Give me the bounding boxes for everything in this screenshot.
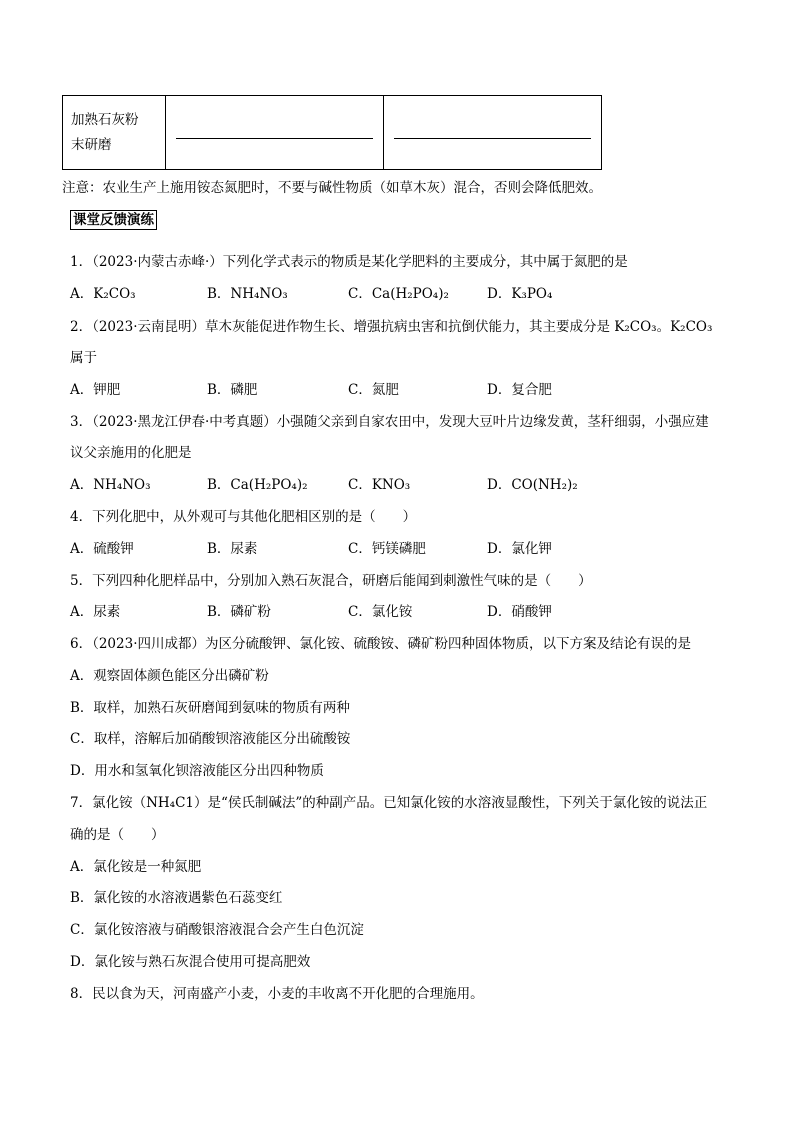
q2-option-a[interactable]: A．钾肥 xyxy=(70,382,121,398)
question-8-stem: 8．民以食为天，河南盛产小麦，小麦的丰收离不开化肥的合理施用。 xyxy=(70,986,484,1002)
q4-option-d[interactable]: D．氯化钾 xyxy=(487,541,552,557)
q5-option-b[interactable]: B．磷矿粉 xyxy=(207,604,271,620)
q7-option-c[interactable]: C．氯化铵溶液与硝酸银溶液混合会产生白色沉淀 xyxy=(70,922,364,938)
q1-option-b[interactable]: B．NH₄NO₃ xyxy=(207,286,288,302)
q7-option-d[interactable]: D．氯化铵与熟石灰混合使用可提高肥效 xyxy=(70,954,311,970)
q4-option-c[interactable]: C．钙镁磷肥 xyxy=(348,541,426,557)
answer-cell-2[interactable] xyxy=(384,96,602,170)
section-title: 课堂反馈演练 xyxy=(70,210,157,230)
q3-option-c[interactable]: C．KNO₃ xyxy=(348,477,411,493)
row-label-line-1: 加熟石灰粉 xyxy=(71,111,139,128)
question-7-stem-line-1: 7．氯化铵（NH₄C1）是“侯氏制碱法”的种副产品。已知氯化铵的水溶液显酸性，下列关于氯化铵的说法正 xyxy=(70,795,708,811)
q1-option-d[interactable]: D．K₃PO₄ xyxy=(487,286,553,302)
q3-option-b[interactable]: B．Ca(H₂PO₄)₂ xyxy=(207,477,308,493)
q7-option-b[interactable]: B．氯化铵的水溶液遇紫色石蕊变红 xyxy=(70,890,283,906)
q3-option-d[interactable]: D．CO(NH₂)₂ xyxy=(487,477,578,493)
question-1-stem: 1．（2023·内蒙古赤峰·）下列化学式表示的物质是某化学肥料的主要成分，其中属于氮肥的是 xyxy=(70,254,628,270)
q4-option-b[interactable]: B．尿素 xyxy=(207,541,258,557)
q4-option-a[interactable]: A．硫酸钾 xyxy=(70,541,134,557)
q1-option-c[interactable]: C．Ca(H₂PO₄)₂ xyxy=(348,286,449,302)
answer-blank-line xyxy=(394,138,591,139)
q6-option-a[interactable]: A．观察固体颜色能区分出磷矿粉 xyxy=(70,668,269,684)
comparison-table xyxy=(62,95,602,170)
q5-option-c[interactable]: C．氯化铵 xyxy=(348,604,413,620)
q1-option-a[interactable]: A．K₂CO₃ xyxy=(70,286,136,302)
question-3-stem-line-1: 3．（2023·黑龙江伊春·中考真题）小强随父亲到自家农田中，发现大豆叶片边缘发黄，茎秆细弱，小强应建 xyxy=(70,414,709,430)
question-3-stem-line-2: 议父亲施用的化肥是 xyxy=(70,445,192,461)
question-6-stem: 6．（2023·四川成都）为区分硫酸钾、氯化铵、硫酸铵、磷矿粉四种固体物质，以下方案及结论有误的是 xyxy=(70,636,691,652)
answer-cell-1[interactable] xyxy=(166,96,384,170)
question-7-stem-line-2: 确的是（ ） xyxy=(70,827,165,843)
table-row-label xyxy=(63,96,166,170)
q2-option-d[interactable]: D．复合肥 xyxy=(487,382,552,398)
row-label-line-2: 末研磨 xyxy=(71,136,112,153)
note-text: 注意：农业生产上施用铵态氮肥时，不要与碱性物质（如草木灰）混合，否则会降低肥效。 xyxy=(62,180,602,196)
q5-option-a[interactable]: A．尿素 xyxy=(70,604,121,620)
q6-option-d[interactable]: D．用水和氢氧化钡溶液能区分出四种物质 xyxy=(70,763,324,779)
question-2-stem-line-2: 属于 xyxy=(70,350,97,366)
question-4-stem: 4．下列化肥中，从外观可与其他化肥相区别的是（ ） xyxy=(70,509,417,525)
answer-blank-line xyxy=(176,138,373,139)
q2-option-c[interactable]: C．氮肥 xyxy=(348,382,399,398)
q3-option-a[interactable]: A．NH₄NO₃ xyxy=(70,477,151,493)
q7-option-a[interactable]: A．氯化铵是一种氮肥 xyxy=(70,859,202,875)
q2-option-b[interactable]: B．磷肥 xyxy=(207,382,258,398)
q6-option-b[interactable]: B．取样，加熟石灰研磨闻到氨味的物质有两种 xyxy=(70,700,350,716)
question-5-stem: 5．下列四种化肥样品中，分别加入熟石灰混合，研磨后能闻到刺激性气味的是（ ） xyxy=(70,573,592,589)
q5-option-d[interactable]: D．硝酸钾 xyxy=(487,604,552,620)
question-2-stem-line-1: 2．（2023·云南昆明）草木灰能促进作物生长、增强抗病虫害和抗倒伏能力，其主要成分是 K₂CO₃。K₂CO₃ xyxy=(70,319,713,335)
q6-option-c[interactable]: C．取样，溶解后加硝酸钡溶液能区分出硫酸铵 xyxy=(70,731,351,747)
